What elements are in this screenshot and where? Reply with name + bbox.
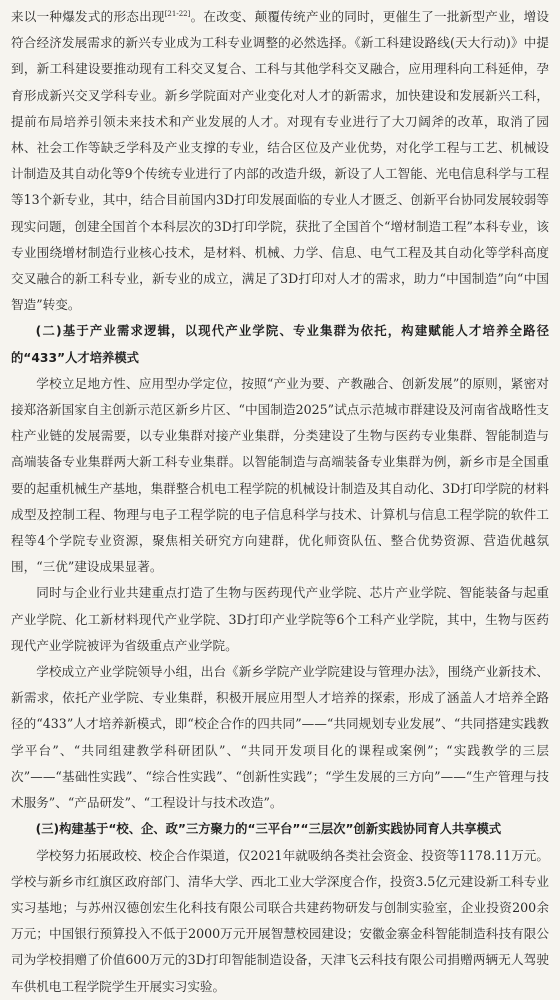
- section-heading-2: (二)基于产业需求逻辑，以现代产业学院、专业集群为依托，构建赋能人才培养全路径的“433”人才培养模式: [11, 324, 549, 365]
- paragraph-industry-clusters: 学校立足地方性、应用型办学定位，按照“产业为要、产教融合、创新发展”的原则，紧密对接郑洛新国家自主创新示范区新乡片区、“中国制造2025”试点示范城市群建设及河南省战略性支柱产业链的发展需要，以专业集群对接产业集群，分类建设了生物与医药专业集群、智能制造与高端装备专业集群两大新工科专业集群。以智能制造与高端装备专业集群为例，新乡市是全国重要的起重机械生产基地，集群整合机电工程学院的机械设计制造及其自动化、3D打印学院的材料成型及控制工程、物理与电子工程学院的电子信息科学与技术、计算机与信息工程学院的软件工程等4个学院专业资源，聚焦相关研究方向建群，优化师资队伍、整合优势资源、营造优越氛围，“三优”建设成果显著。: [11, 375, 549, 575]
- paragraph-433-model: 学校成立产业学院领导小组，出台《新乡学院产业学院建设与管理办法》，围绕产业新技术、新需求，依托产业学院、专业集群，积极开展应用型人才培养的探索，形成了涵盖人才培养全路径的“433”人才培养新模式，即“校企合作的四共同”——“共同规划专业发展”、“共同搭建实践教学平台”、“共同组建教学科研团队”、“共同开发项目化的课程或案例”；“实践教学的三层次”——“基础性实践”、“综合性实践”、“创新性实践”；“学生发展的三方向”——“生产管理与技术服务”、“产品研发”、“工程设计与技术改造”。: [11, 664, 549, 811]
- paragraph-industry-colleges: 同时与企业行业共建重点打造了生物与医药现代产业学院、芯片产业学院、智能装备与起重产业学院、化工新材料现代产业学院、3D打印产业学院等6个工科产业学院，其中，生物与医药现代产业学院被评为省级重点产业学院。: [11, 585, 549, 653]
- paragraph-new-engineering-majors: [11, 4, 549, 318]
- paragraph-text-before-citation: 来以一种爆发式的形态出现: [11, 9, 165, 24]
- section-heading-3: (三)构建基于“校、企、政”三方聚力的“三平台”“三层次”创新实践协同育人共享模式: [35, 822, 502, 837]
- citation-reference: [21-22]: [164, 9, 191, 18]
- paragraph-text-after-citation: 。在改变、颠覆传统产业的同时，更催生了一批新型产业，增设符合经济发展需求的新兴专业成为工科专业调整的必然选择。《新工科建设路线(天大行动)》中提到，新工科建设要推动现有工科交叉复合、工科与其他学科交叉融合，应用理科向工科延伸，孕育形成新兴交叉学科专业。新乡学院面对产业变化对人才的新需求，加快建设和发展新兴工科，提前布局培养引领未来技术和产业发展的人才。对现有专业进行了大刀阔斧的改革，取消了园林、社会工作等缺乏学科及产业支撑的专业，结合区位及产业优势，对化学工程与工艺、机械设计制造及其自动化等9个传统专业进行了内部的改造升级，新设了人工智能、光电信息科学与工程等13个新专业，其中，结合目前国内3D打印发展面临的专业人才匮乏、创新平台协同发展较弱等现实问题，创建全国首个本科层次的3D打印学院，获批了全国首个“增材制造工程”本科专业，该专业围绕增材制造行业核心技术，是材料、机械、力学、信息、电气工程及其自动化等学科高度交叉融合的新工科专业，新专业的成立，满足了3D打印对人才的需求，助力“中国制造”向“中国智造”转变。: [11, 9, 549, 313]
- paragraph-cooperation-funding: 学校努力拓展政校、校企合作渠道，仅2021年就吸纳各类社会资金、投资等1178.11万元。学校与新乡市红旗区政府部门、清华大学、西北工业大学深度合作，投资3.5亿元建设新工科专业实习基地；与苏州汉德创宏生化科技有限公司联合共建药物研发与创制实验室，企业投资200余万元；中国银行预算投入不低于2000万元开展智慧校园建设；安徽金寨金科智能制造科技有限公司为学校捐赠了价值600万元的3D打印智能制造设备，天津飞云科技有限公司捐赠两辆无人驾驶车供机电工程学院学生开展实习实验。: [11, 847, 549, 994]
